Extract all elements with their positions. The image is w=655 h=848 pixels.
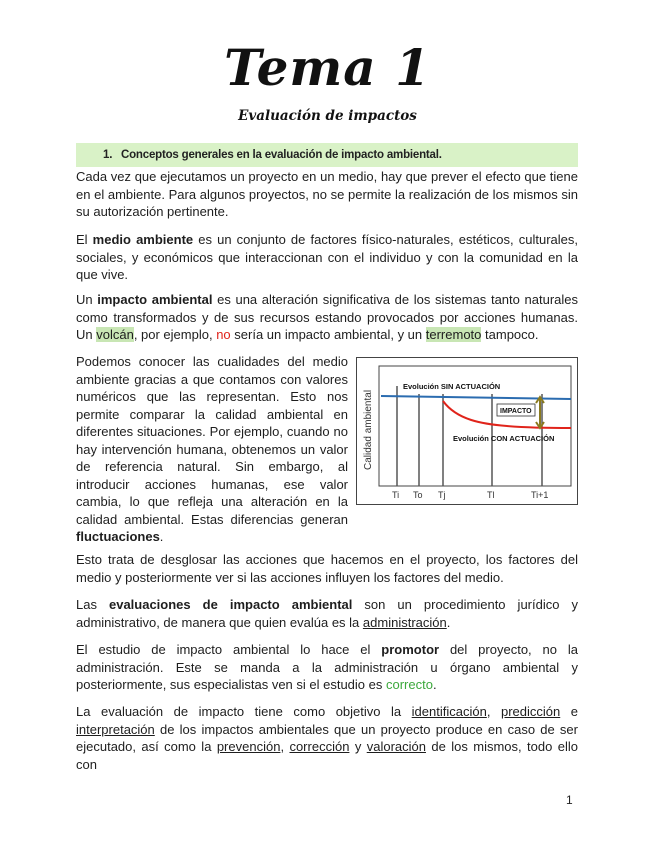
text: es una alteración significativa de los sistemas tanto naturales como transformados y de sus recursos estando provocados por acciones humanas. Un [76, 292, 578, 342]
underline-identificacion: identificación [411, 704, 487, 719]
tick-tl: Tl [487, 490, 495, 500]
term-impacto-ambiental: impacto ambiental [97, 292, 213, 307]
text: Un [76, 292, 98, 307]
text: El [76, 232, 93, 247]
paragraph-objetivo [76, 703, 578, 773]
term-evaluaciones: evaluaciones de impacto ambiental [108, 597, 353, 612]
underline-administracion: administración [362, 614, 447, 630]
text: , por ejemplo, [133, 327, 217, 342]
text: , [280, 739, 290, 754]
text: . [446, 614, 451, 630]
text: . [432, 677, 437, 692]
paragraph-impacto-ambiental [76, 291, 578, 344]
paragraph-evaluaciones [76, 596, 578, 631]
text: del proyecto, no la administración. Este se manda a la administración u órgano ambiental y posteriormente, sus especialistas ven si el estudio es [76, 642, 578, 692]
tick-ti1: Ti+1 [531, 490, 549, 500]
label-sin-actuacion: Evolución SIN ACTUACIÓN [403, 382, 501, 391]
underline-prediccion: predicción [500, 704, 561, 719]
page-subtitle: Evaluación de impactos [238, 108, 417, 124]
text: es un conjunto de factores físico-naturales, estéticos, culturales, sociales, y económicos que interaccionan con el individuo y con la comunidad en la que vive. [76, 232, 578, 282]
text: Podemos conocer las cualidades del medio ambiente gracias a que contamos con valores numéricos que las representan. Esto nos permite comparar la calidad ambiental en diferentes situaciones. Por ejemplo, cuando no hay intervención humana, obtenemos un valor de referencia natural. Sin embargo, al introducir acciones humanas, ese valor cambia, lo que refleja una alteración en la calidad ambiental. Estas diferencias generan [76, 354, 348, 527]
paragraph-medio-ambiente [76, 231, 578, 284]
highlight-terremoto: terremoto [425, 327, 482, 342]
paragraph-intro: Cada vez que ejecutamos un proyecto en un medio, hay que prever el efecto que tiene en el ambiente. Para algunos proyectos, no se permite la realización de los mismos sin su autorización pertinente. [76, 169, 578, 219]
tick-ti: Ti [392, 490, 400, 500]
tick-tj: Tj [438, 490, 446, 500]
paragraph-calidad-ambiental [76, 353, 348, 546]
text: de los impactos ambientales que un proyecto produce en caso de ser ejecutado, así como la [76, 721, 578, 754]
underline-correccion: corrección [289, 739, 350, 754]
tick-to: To [413, 490, 423, 500]
highlight-volcan: volcán [96, 327, 134, 342]
label-con-actuacion: Evolución CON ACTUACIÓN [453, 434, 555, 443]
underline-prevencion: prevención [216, 739, 281, 754]
underline-interpretacion: interpretación [76, 721, 155, 737]
text: y [349, 739, 367, 754]
figure-ylabel: Calidad ambiental [363, 389, 374, 470]
text: de los mismos, todo ello con [76, 739, 578, 772]
word-correcto: correcto [386, 677, 433, 692]
impact-diagram [357, 358, 577, 504]
text: . [159, 529, 164, 544]
text: son un procedimiento jurídico y administrativo, de manera que quien evalúa es la [76, 597, 578, 630]
label-impacto: IMPACTO [500, 408, 532, 415]
term-promotor: promotor [381, 642, 440, 657]
section-number: 1. [103, 149, 113, 161]
section-heading [76, 143, 578, 167]
term-fluctuaciones: fluctuaciones [76, 529, 160, 544]
text: El estudio de impacto ambiental lo hace el [76, 642, 382, 657]
page-number: 1 [566, 793, 573, 807]
text: sería un impacto ambiental, y un [230, 327, 426, 342]
text: e [560, 704, 578, 719]
word-no: no [216, 327, 231, 342]
underline-valoracion: valoración [366, 739, 426, 754]
page-title: Tema 1 [224, 38, 431, 97]
text: tampoco. [481, 327, 539, 342]
text: La evaluación de impacto tiene como objetivo la [76, 704, 412, 719]
impact-figure [356, 357, 578, 505]
paragraph-estudio [76, 641, 578, 694]
paragraph-desglose: Esto trata de desglosar las acciones que hacemos en el proyecto, los factores del medio y posteriormente ver si las acciones influyen los factores del medio. [76, 552, 578, 585]
section-title: Conceptos generales en la evaluación de impacto ambiental. [121, 149, 442, 161]
text: , [486, 704, 501, 719]
term-medio-ambiente: medio ambiente [92, 232, 194, 247]
text: Las [76, 597, 109, 612]
